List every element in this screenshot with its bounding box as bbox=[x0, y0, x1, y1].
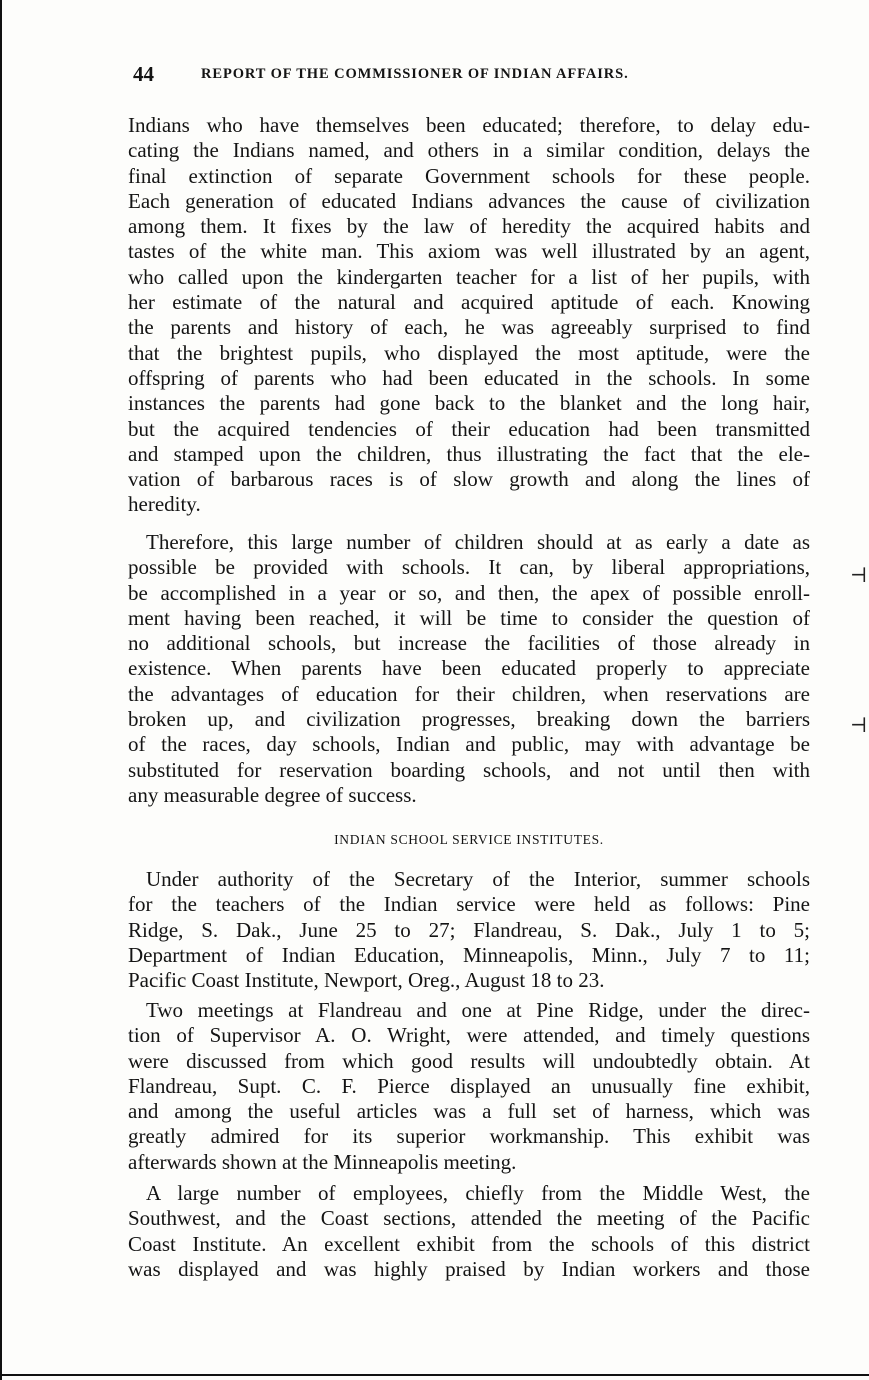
text-line: of the races, day schools, Indian and public, may with advantage be bbox=[128, 732, 810, 757]
text-line: Under authority of the Secretary of the Interior, summer schools bbox=[146, 867, 810, 891]
text-line: greatly admired for its superior workmanship. This exhibit was bbox=[128, 1124, 810, 1149]
text-line: Flandreau, Supt. C. F. Pierce displayed an unusually fine exhibit, bbox=[128, 1073, 810, 1098]
text-line: ment having been reached, it will be time to consider the question of bbox=[128, 605, 810, 630]
running-head bbox=[133, 62, 753, 92]
page-edge-rule bbox=[0, 0, 2, 1380]
text-line: for the teachers of the Indian service were held as follows: Pine bbox=[128, 892, 810, 917]
text-line: but the acquired tendencies of their education had been transmitted bbox=[128, 416, 810, 441]
running-title: REPORT OF THE COMMISSIONER OF INDIAN AFFAIRS. bbox=[201, 66, 629, 82]
page-number: 44 bbox=[133, 62, 154, 86]
text-line: Coast Institute. An excellent exhibit from the schools of this district bbox=[128, 1231, 810, 1256]
paragraph-pacific-coast bbox=[128, 1181, 810, 1282]
text-line: instances the parents had gone back to the blanket and the long hair, bbox=[128, 391, 810, 416]
text-line: any measurable degree of success. bbox=[128, 782, 417, 807]
text-line: the advantages of education for their children, when reservations are bbox=[128, 681, 810, 706]
text-line: substituted for reservation boarding schools, and not until then with bbox=[128, 757, 810, 782]
text-line: the parents and history of each, he was agreeably surprised to find bbox=[128, 315, 810, 340]
text-line: was displayed and was highly praised by Indian workers and those bbox=[128, 1256, 810, 1281]
text-line: and stamped upon the children, thus illustrating the fact that the ele- bbox=[128, 441, 810, 466]
text-line: tastes of the white man. This axiom was well illustrated by an agent, bbox=[128, 239, 810, 264]
section-heading: INDIAN SCHOOL SERVICE INSTITUTES. bbox=[334, 832, 604, 847]
margin-bracket-mark: ⊣ bbox=[850, 715, 868, 737]
text-line: cating the Indians named, and others in a similar condition, delays the bbox=[128, 138, 810, 163]
text-line: offspring of parents who had been educated in the schools. In some bbox=[128, 365, 810, 390]
text-line: who called upon the kindergarten teacher for a list of her pupils, with bbox=[128, 264, 810, 289]
text-line: existence. When parents have been educated properly to appreciate bbox=[128, 656, 810, 681]
text-line: final extinction of separate Government schools for these people. bbox=[128, 163, 810, 188]
text-line: that the brightest pupils, who displayed the most aptitude, were the bbox=[128, 340, 810, 365]
paragraph-summer-schools bbox=[128, 867, 810, 993]
text-line: Two meetings at Flandreau and one at Pine Ridge, under the direc- bbox=[146, 998, 810, 1022]
text-line: Pacific Coast Institute, Newport, Oreg., August 18 to 23. bbox=[128, 968, 605, 993]
text-line: Department of Indian Education, Minneapolis, Minn., July 7 to 11; bbox=[128, 942, 810, 967]
text-line: Therefore, this large number of children should at as early a date as bbox=[146, 530, 810, 554]
text-line: and among the useful articles was a full set of harness, which was bbox=[128, 1099, 810, 1124]
paragraph-flandreau-meetings bbox=[128, 998, 810, 1175]
paragraph-heredity bbox=[128, 113, 810, 518]
margin-bracket-mark: ⊣ bbox=[850, 565, 868, 587]
text-line: heredity. bbox=[128, 492, 201, 517]
text-line: A large number of employees, chiefly from the Middle West, the bbox=[146, 1181, 810, 1205]
text-line: Each generation of educated Indians advances the cause of civilization bbox=[128, 188, 810, 213]
text-line: tion of Supervisor A. O. Wright, were attended, and timely questions bbox=[128, 1023, 810, 1048]
text-line: Indians who have themselves been educated; therefore, to delay edu- bbox=[128, 113, 810, 137]
text-line: afterwards shown at the Minneapolis meeting. bbox=[128, 1149, 517, 1174]
text-line: Ridge, S. Dak., June 25 to 27; Flandreau, S. Dak., July 1 to 5; bbox=[128, 917, 810, 942]
text-line: among them. It fixes by the law of heredity the acquired habits and bbox=[128, 214, 810, 239]
text-line: be accomplished in a year or so, and then, the apex of possible enroll- bbox=[128, 580, 810, 605]
text-line: broken up, and civilization progresses, breaking down the barriers bbox=[128, 707, 810, 732]
text-line: vation of barbarous races is of slow growth and along the lines of bbox=[128, 467, 810, 492]
text-line: no additional schools, but increase the facilities of those already in bbox=[128, 631, 810, 656]
text-line: Southwest, and the Coast sections, attended the meeting of the Pacific bbox=[128, 1206, 810, 1231]
text-line: were discussed from which good results will undoubtedly obtain. At bbox=[128, 1048, 810, 1073]
text-line: possible be provided with schools. It can, by liberal appropriations, bbox=[128, 555, 810, 580]
paragraph-schools-provision bbox=[128, 530, 810, 808]
text-line: her estimate of the natural and acquired aptitude of each. Knowing bbox=[128, 290, 810, 315]
page-bottom-rule bbox=[0, 1374, 869, 1376]
